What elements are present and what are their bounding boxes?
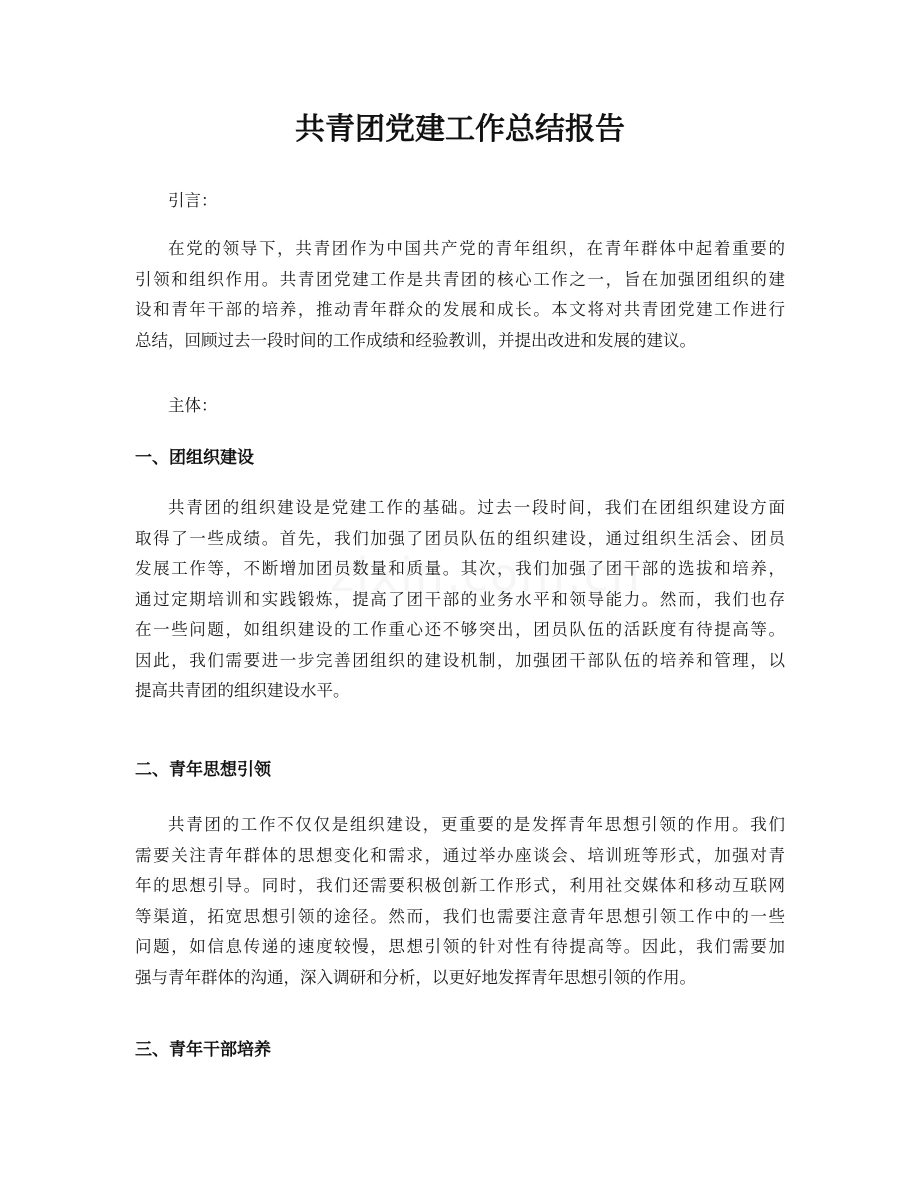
intro-paragraph [135, 234, 785, 356]
section-heading-1: 一、团组织建设 [135, 448, 254, 468]
paragraph-line: 取得了一些成绩。首先，我们加强了团员队伍的组织建设，通过组织生活会、团员 [135, 528, 785, 548]
paragraph-line: 设和青年干部的培养，推动青年群众的发展和成长。本文将对共青团党建工作进行 [135, 300, 785, 319]
document-title: 共青团党建工作总结报告 [295, 112, 625, 147]
paragraph-line: 引领和组织作用。共青团党建工作是共青团的核心工作之一，旨在加强团组织的建 [135, 269, 785, 289]
paragraph-line: 因此，我们需要进一步完善团组织的建设机制，加强团干部队伍的培养和管理，以 [135, 650, 785, 670]
paragraph-line: 等渠道，拓宽思想引领的途径。然而，我们也需要注意青年思想引领工作中的一些 [135, 906, 785, 926]
paragraph-line: 在一些问题，如组织建设的工作重心还不够突出，团员队伍的活跃度有待提高等。 [135, 620, 785, 639]
paragraph-line: 提高共青团的组织建设水平。 [135, 681, 350, 700]
paragraph-line: 需要关注青年群体的思想变化和需求，通过举办座谈会、培训班等形式，加强对青 [135, 845, 785, 865]
main-label: 主体： [168, 396, 218, 415]
paragraph-line: 年的思想引导。同时，我们还需要积极创新工作形式，利用社交媒体和移动互联网 [135, 876, 785, 895]
section-2-paragraph [135, 810, 785, 993]
paragraph-line: 在党的领导下，共青团作为中国共产党的青年组织，在青年群体中起着重要的 [168, 239, 785, 258]
paragraph-line: 问题，如信息传递的速度较慢，思想引领的针对性有待提高等。因此，我们需要加 [135, 937, 785, 956]
paragraph-line: 通过定期培训和实践锻炼，提高了团干部的业务水平和领导能力。然而，我们也存 [135, 589, 785, 609]
paragraph-line: 发展工作等，不断增加团员数量和质量。其次，我们加强了团干部的选拔和培养， [135, 559, 785, 578]
paragraph-line: 强与青年群体的沟通，深入调研和分析，以更好地发挥青年思想引领的作用。 [135, 967, 696, 987]
section-1-paragraph [135, 493, 785, 707]
section-heading-3: 三、青年干部培养 [135, 1040, 271, 1060]
paragraph-line: 总结，回顾过去一段时间的工作成绩和经验教训，并提出改进和发展的建议。 [135, 330, 696, 350]
intro-label: 引言： [168, 191, 218, 210]
paragraph-line: 共青团的组织建设是党建工作的基础。过去一段时间，我们在团组织建设方面 [168, 498, 785, 517]
paragraph-line: 共青团的工作不仅仅是组织建设，更重要的是发挥青年思想引领的作用。我们 [168, 815, 785, 834]
section-heading-2: 二、青年思想引领 [135, 760, 271, 780]
